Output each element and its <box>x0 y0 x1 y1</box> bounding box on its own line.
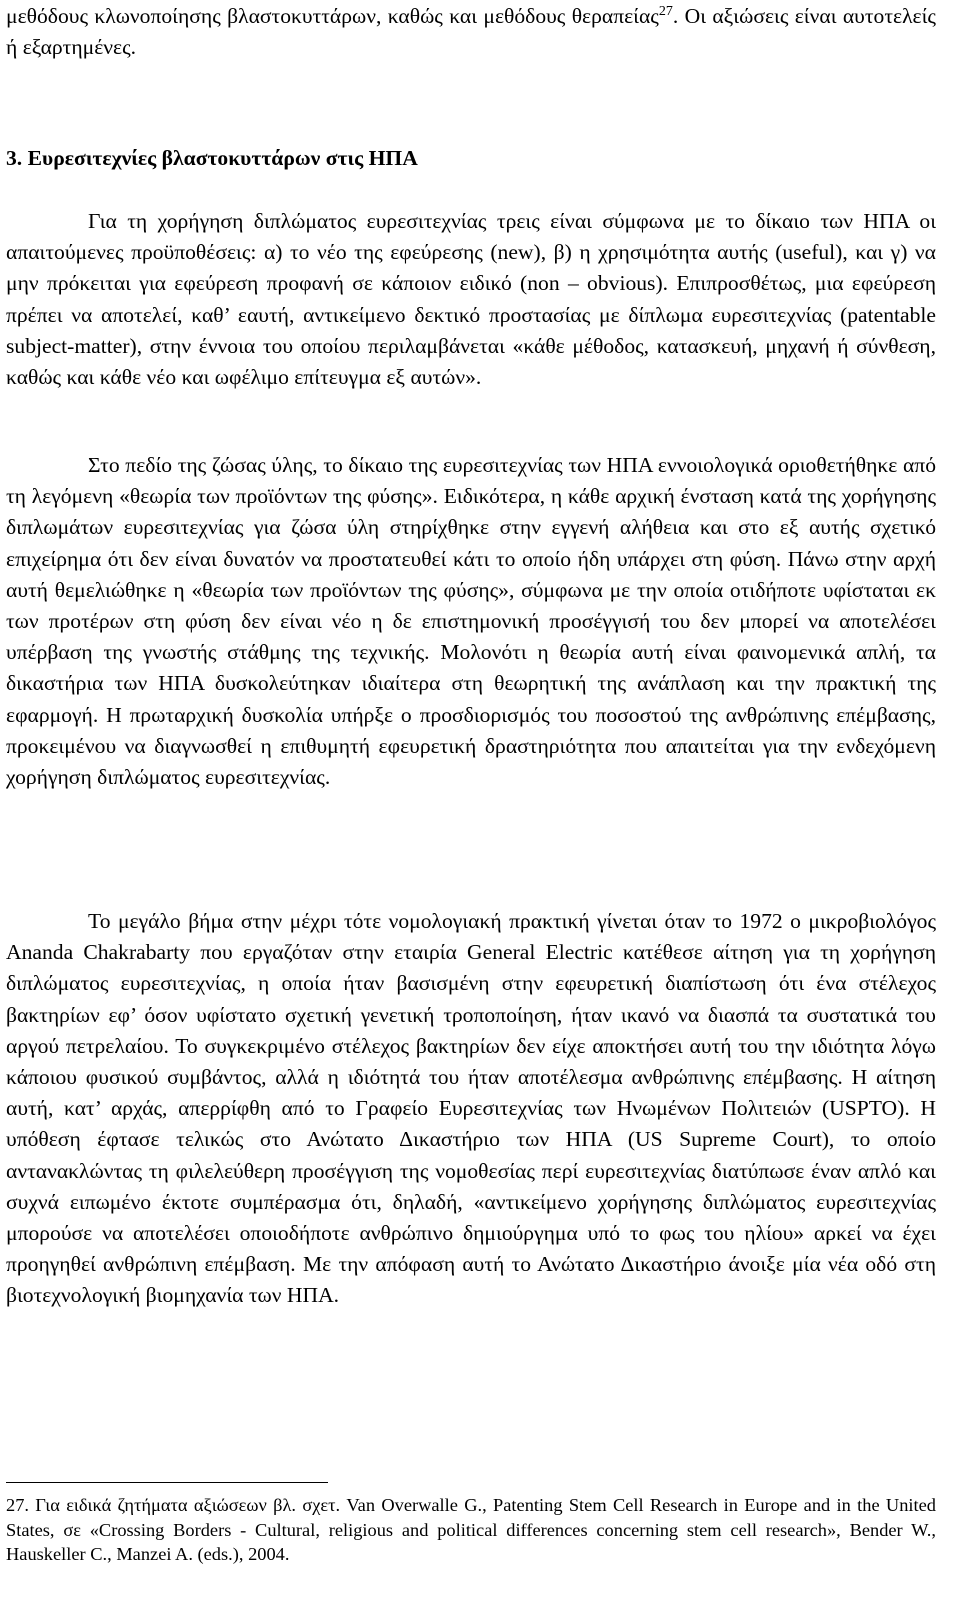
intro-paragraph <box>6 1 936 63</box>
footnote-separator <box>6 1482 328 1483</box>
footnote-27: 27. Για ειδικά ζητήματα αξιώσεων βλ. σχετ. Van Overwalle G., Patenting Stem Cell Research in Europe and in the United States, σε «Crossing Borders - Cultural, religious and political differences concerning stem cell research», Bender W., Hauskeller C., Manzei A. (eds.), 2004. <box>6 1495 936 1565</box>
paragraph-chakrabarty: Το μεγάλο βήμα στην μέχρι τότε νομολογιακή πρακτική γίνεται όταν το 1972 ο μικροβιολόγος Ananda Chakrabarty που εργαζόταν στην εταιρία General Electric κατέθεσε αίτηση για τη χορήγηση διπλώματος ευρεσιτεχνίας, η οποία ήταν βασισμένη στην εφευρετική διαπίστωση ότι ένα στέλεχος βακτηρίων εφ’ όσον υφίστατο σχετική γενετική τροποποίηση, ήταν ικανό να διασπά τα συστατικά του αργού πετρελαίου. Το συγκεκριμένο στέλεχος βακτηρίων δεν είχε αποκτήσει αυτή του την ιδιότητα λόγω κάποιου φυσικού συμβάντος, αλλά η ιδιότητά του ήταν αποτέλεσμα ανθρώπινης επέμβασης. Η αίτηση αυτή, κατ’ αρχάς, απερρίφθη από το Γραφείο Ευρεσιτεχνίας των Ηνωμένων Πολιτειών (USPTO). Η υπόθεση έφτασε τελικώς στο Ανώτατο Δικαστήριο των ΗΠΑ (US Supreme Court), το οποίο αντανακλώντας τη φιλελεύθερη προσέγγιση της νομοθεσίας περί ευρεσιτεχνίας διατύπωσε έναν απλό και συχνά ειπωμένο έκτοτε συμπέρασμα ότι, δηλαδή, «αντικείμενο χορήγησης διπλώματος ευρεσιτεχνίας μπορούσε να αποτελέσει οποιοδήποτε ανθρώπινο δημιούργημα υπό το φως του ηλίου» αρκεί να έχει προηγηθεί ανθρώπινη επέμβαση. Με την απόφαση αυτή το Ανώτατο Δικαστήριο άνοιξε μία νέα οδό στη βιοτεχνολογική βιομηχανία των ΗΠΑ. <box>6 909 936 1308</box>
paragraph-requirements: Για τη χορήγηση διπλώματος ευρεσιτεχνίας τρεις είναι σύμφωνα με το δίκαιο των ΗΠΑ οι απαιτούμενες προϋποθέσεις: α) το νέο της εφεύρεσης (new), β) η χρησιμότητα αυτής (useful), και γ) να μην πρόκειται για εφεύρεση προφανή σε κάποιον ειδικό (non – obvious). Επιπροσθέτως, μια εφεύρεση πρέπει να αποτελεί, καθ’ εαυτή, αντικείμενο δεκτικό προστασίας με δίπλωμα ευρεσιτεχνίας (patentable subject-matter), στην έννοια του οποίου περιλαμβάνεται «κάθε μέθοδος, κατασκευή, μηχανή ή σύνθεση, καθώς και κάθε νέο και ωφέλιμο επίτευγμα εξ αυτών». <box>6 209 936 390</box>
section-heading: 3. Ευρεσιτεχνίες βλαστοκυττάρων στις ΗΠΑ <box>6 146 418 170</box>
paragraph-products-of-nature: Στο πεδίο της ζώσας ύλης, το δίκαιο της ευρεσιτεχνίας των ΗΠΑ εννοιολογικά οριοθετήθηκε από τη λεγόμενη «θεωρία των προϊόντων της φύσης». Ειδικότερα, η κάθε αρχική ένσταση κατά της χορήγησης διπλωμάτων ευρεσιτεχνίας για ζώσα ύλη στηρίχθηκε στην εγγενή αλήθεια και στο εξ αυτής σχετικό επιχείρημα ότι δεν είναι δυνατόν να προστατευθεί κάτι το οποίο ήδη υπάρχει στη φύση. Πάνω στην αρχή αυτή θεμελιώθηκε η «θεωρία των προϊόντων της φύσης», σύμφωνα με την οποία οτιδήποτε υφίσταται εκ των προτέρων στη φύση δεν είναι νέο η δε επιστημονική προσέγγισή του δεν μπορεί να αποτελέσει υπέρβαση της γνωστής στάθμης της τεχνικής. Μολονότι η θεωρία αυτή είναι φαινομενικά απλή, τα δικαστήρια των ΗΠΑ δυσκολεύτηκαν ιδιαίτερα στη θεωρητική της ανάπλαση και την πρακτική της εφαρμογή. Η πρωταρχική δυσκολία υπήρξε ο προσδιορισμός του ποσοστού της ανθρώπινης επέμβασης, προκειμένου να διαγνωσθεί η επιθυμητή εφευρετική δραστηριότητα που απαιτείται για την ενδεχόμενη χορήγηση διπλώματος ευρεσιτεχνίας. <box>6 453 936 790</box>
footnote-reference: 27 <box>658 3 673 19</box>
intro-text: μεθόδους κλωνοποίησης βλαστοκυττάρων, καθώς και μεθόδους θεραπείας <box>6 4 659 28</box>
intro-text-end: . Οι αξιώσεις είναι αυτοτελείς ή εξαρτημένες. <box>6 4 936 60</box>
